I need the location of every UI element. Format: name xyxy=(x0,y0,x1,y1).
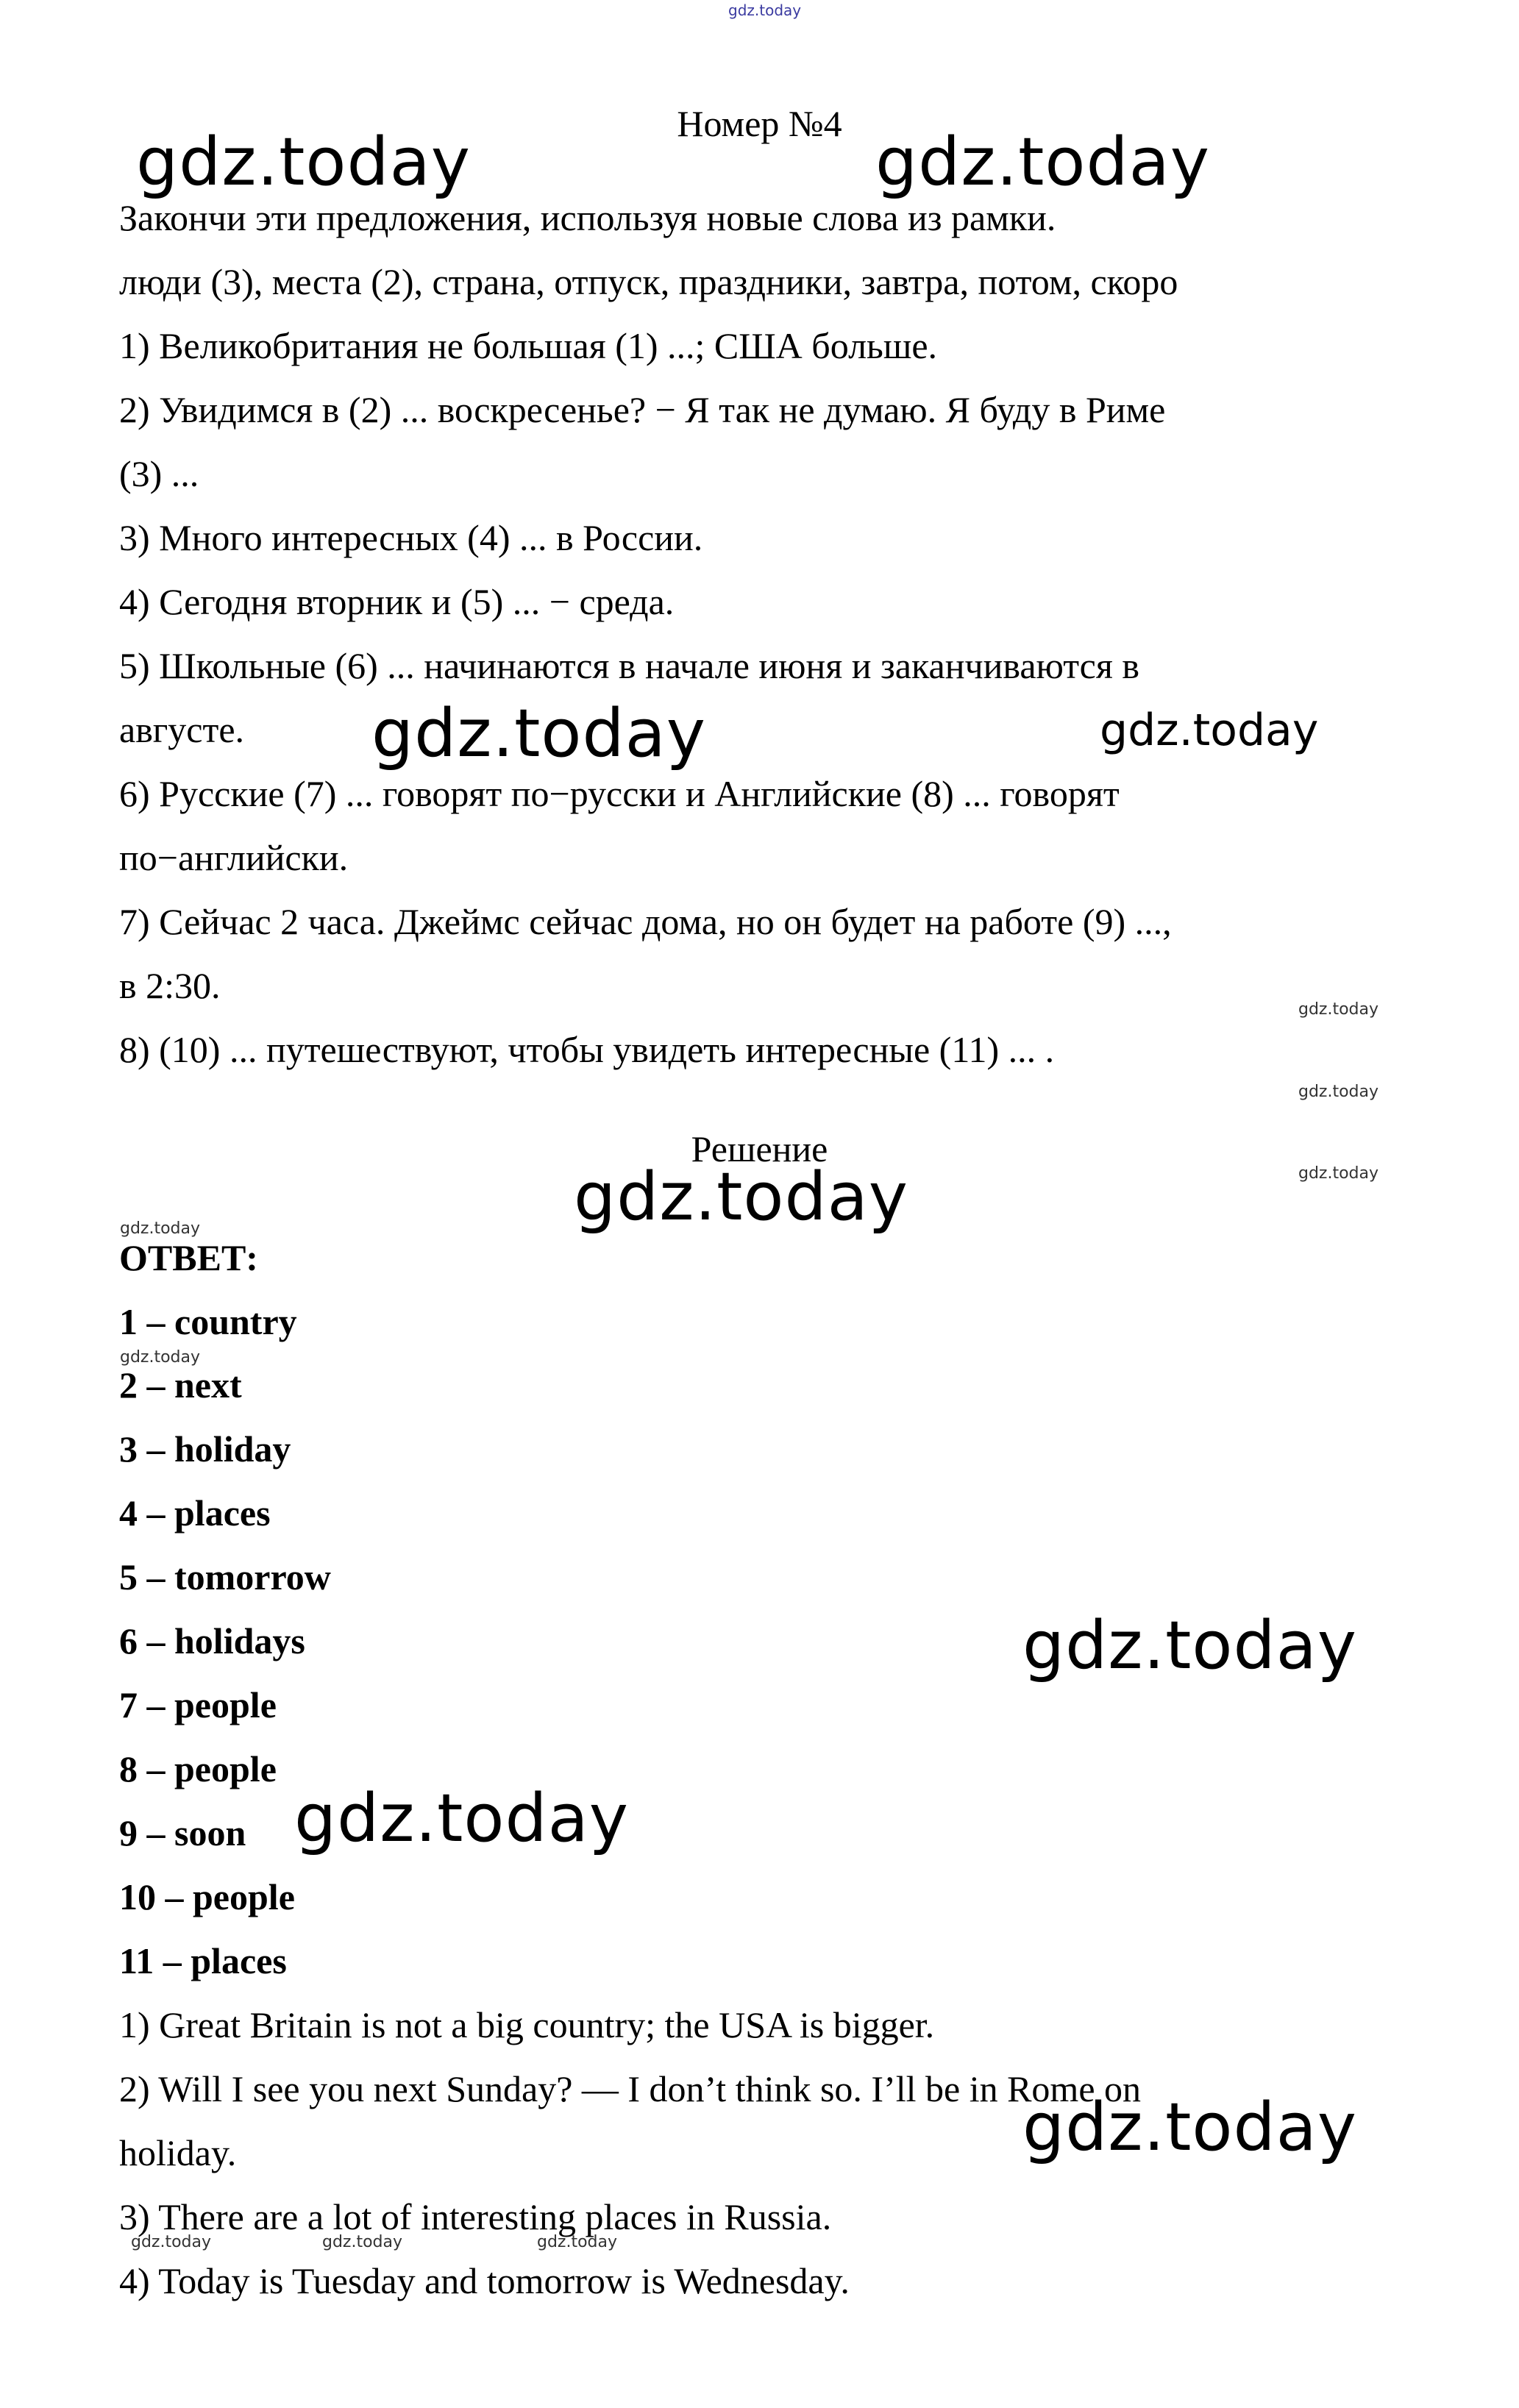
word-box: люди (3), места (2), страна, отпуск, праздники, завтра, потом, скоро xyxy=(119,261,1178,302)
task-line: августе. xyxy=(119,709,245,750)
answer-item: 5 – tomorrow xyxy=(119,1556,331,1597)
watermark: gdz.today xyxy=(1022,1607,1358,1684)
watermark-small: gdz.today xyxy=(322,2233,403,2251)
task-line: (3) ... xyxy=(119,453,199,494)
task-line: 7) Сейчас 2 часа. Джеймс сейчас дома, но он будет на работе (9) ..., xyxy=(119,901,1172,942)
answer-item: 11 – places xyxy=(119,1940,287,1981)
task-line: 1) Великобритания не большая (1) ...; США больше. xyxy=(119,325,938,366)
answer-item: 8 – people xyxy=(119,1748,277,1789)
watermark-top: gdz.today xyxy=(728,1,802,19)
solution-sentence: 3) There are a lot of interesting places in Russia. xyxy=(119,2196,832,2237)
watermark-small: gdz.today xyxy=(120,1348,201,1367)
solution-sentence: 1) Great Britain is not a big country; the USA is bigger. xyxy=(119,2004,935,2045)
answer-item: 9 – soon xyxy=(119,1812,246,1853)
solution-heading: Решение xyxy=(691,1128,828,1169)
answer-item: 3 – holiday xyxy=(119,1428,291,1470)
task-line: 5) Школьные (6) ... начинаются в начале июня и заканчиваются в xyxy=(119,645,1139,686)
watermark-small: gdz.today xyxy=(537,2233,618,2251)
task-line: 8) (10) ... путешествуют, чтобы увидеть интересные (11) ... . xyxy=(119,1029,1055,1070)
task-line: 4) Сегодня вторник и (5) ... − среда. xyxy=(119,581,675,622)
solution-sentence: 2) Will I see you next Sunday? — I don’t think so. I’ll be in Rome on xyxy=(119,2068,1142,2109)
watermark: gdz.today xyxy=(294,1780,630,1857)
task-line: 3) Много интересных (4) ... в России. xyxy=(119,517,703,558)
watermark: gdz.today xyxy=(875,124,1211,201)
task-line: по−английски. xyxy=(119,837,349,878)
answer-item: 1 – country xyxy=(119,1301,297,1342)
solution-sentence: holiday. xyxy=(119,2132,237,2173)
watermark-small: gdz.today xyxy=(120,1219,201,1238)
answer-label: ОТВЕТ: xyxy=(119,1237,258,1278)
page-title: Номер №4 xyxy=(677,103,842,144)
answer-item: 6 – holidays xyxy=(119,1620,305,1661)
task-line: 2) Увидимся в (2) ... воскресенье? − Я так не думаю. Я буду в Риме xyxy=(119,389,1166,430)
task-line: в 2:30. xyxy=(119,965,221,1006)
task-instruction: Закончи эти предложения, используя новые слова из рамки. xyxy=(119,197,1056,238)
watermark: gdz.today xyxy=(136,124,472,201)
answer-item: 2 – next xyxy=(119,1364,242,1406)
watermark-small: gdz.today xyxy=(1298,1000,1379,1019)
task-line: 6) Русские (7) ... говорят по−русски и Английские (8) ... говорят xyxy=(119,773,1120,814)
watermark: gdz.today xyxy=(574,1158,909,1236)
answer-item: 4 – places xyxy=(119,1492,271,1534)
answer-item: 7 – people xyxy=(119,1684,277,1725)
watermark-small: gdz.today xyxy=(1298,1164,1379,1183)
watermark-small: gdz.today xyxy=(1298,1083,1379,1101)
watermark-small: gdz.today xyxy=(131,2233,212,2251)
watermark: gdz.today xyxy=(1100,705,1319,756)
watermark: gdz.today xyxy=(371,695,707,772)
solution-sentence: 4) Today is Tuesday and tomorrow is Wednesday. xyxy=(119,2260,850,2301)
answer-item: 10 – people xyxy=(119,1876,295,1917)
watermark: gdz.today xyxy=(1022,2089,1358,2166)
